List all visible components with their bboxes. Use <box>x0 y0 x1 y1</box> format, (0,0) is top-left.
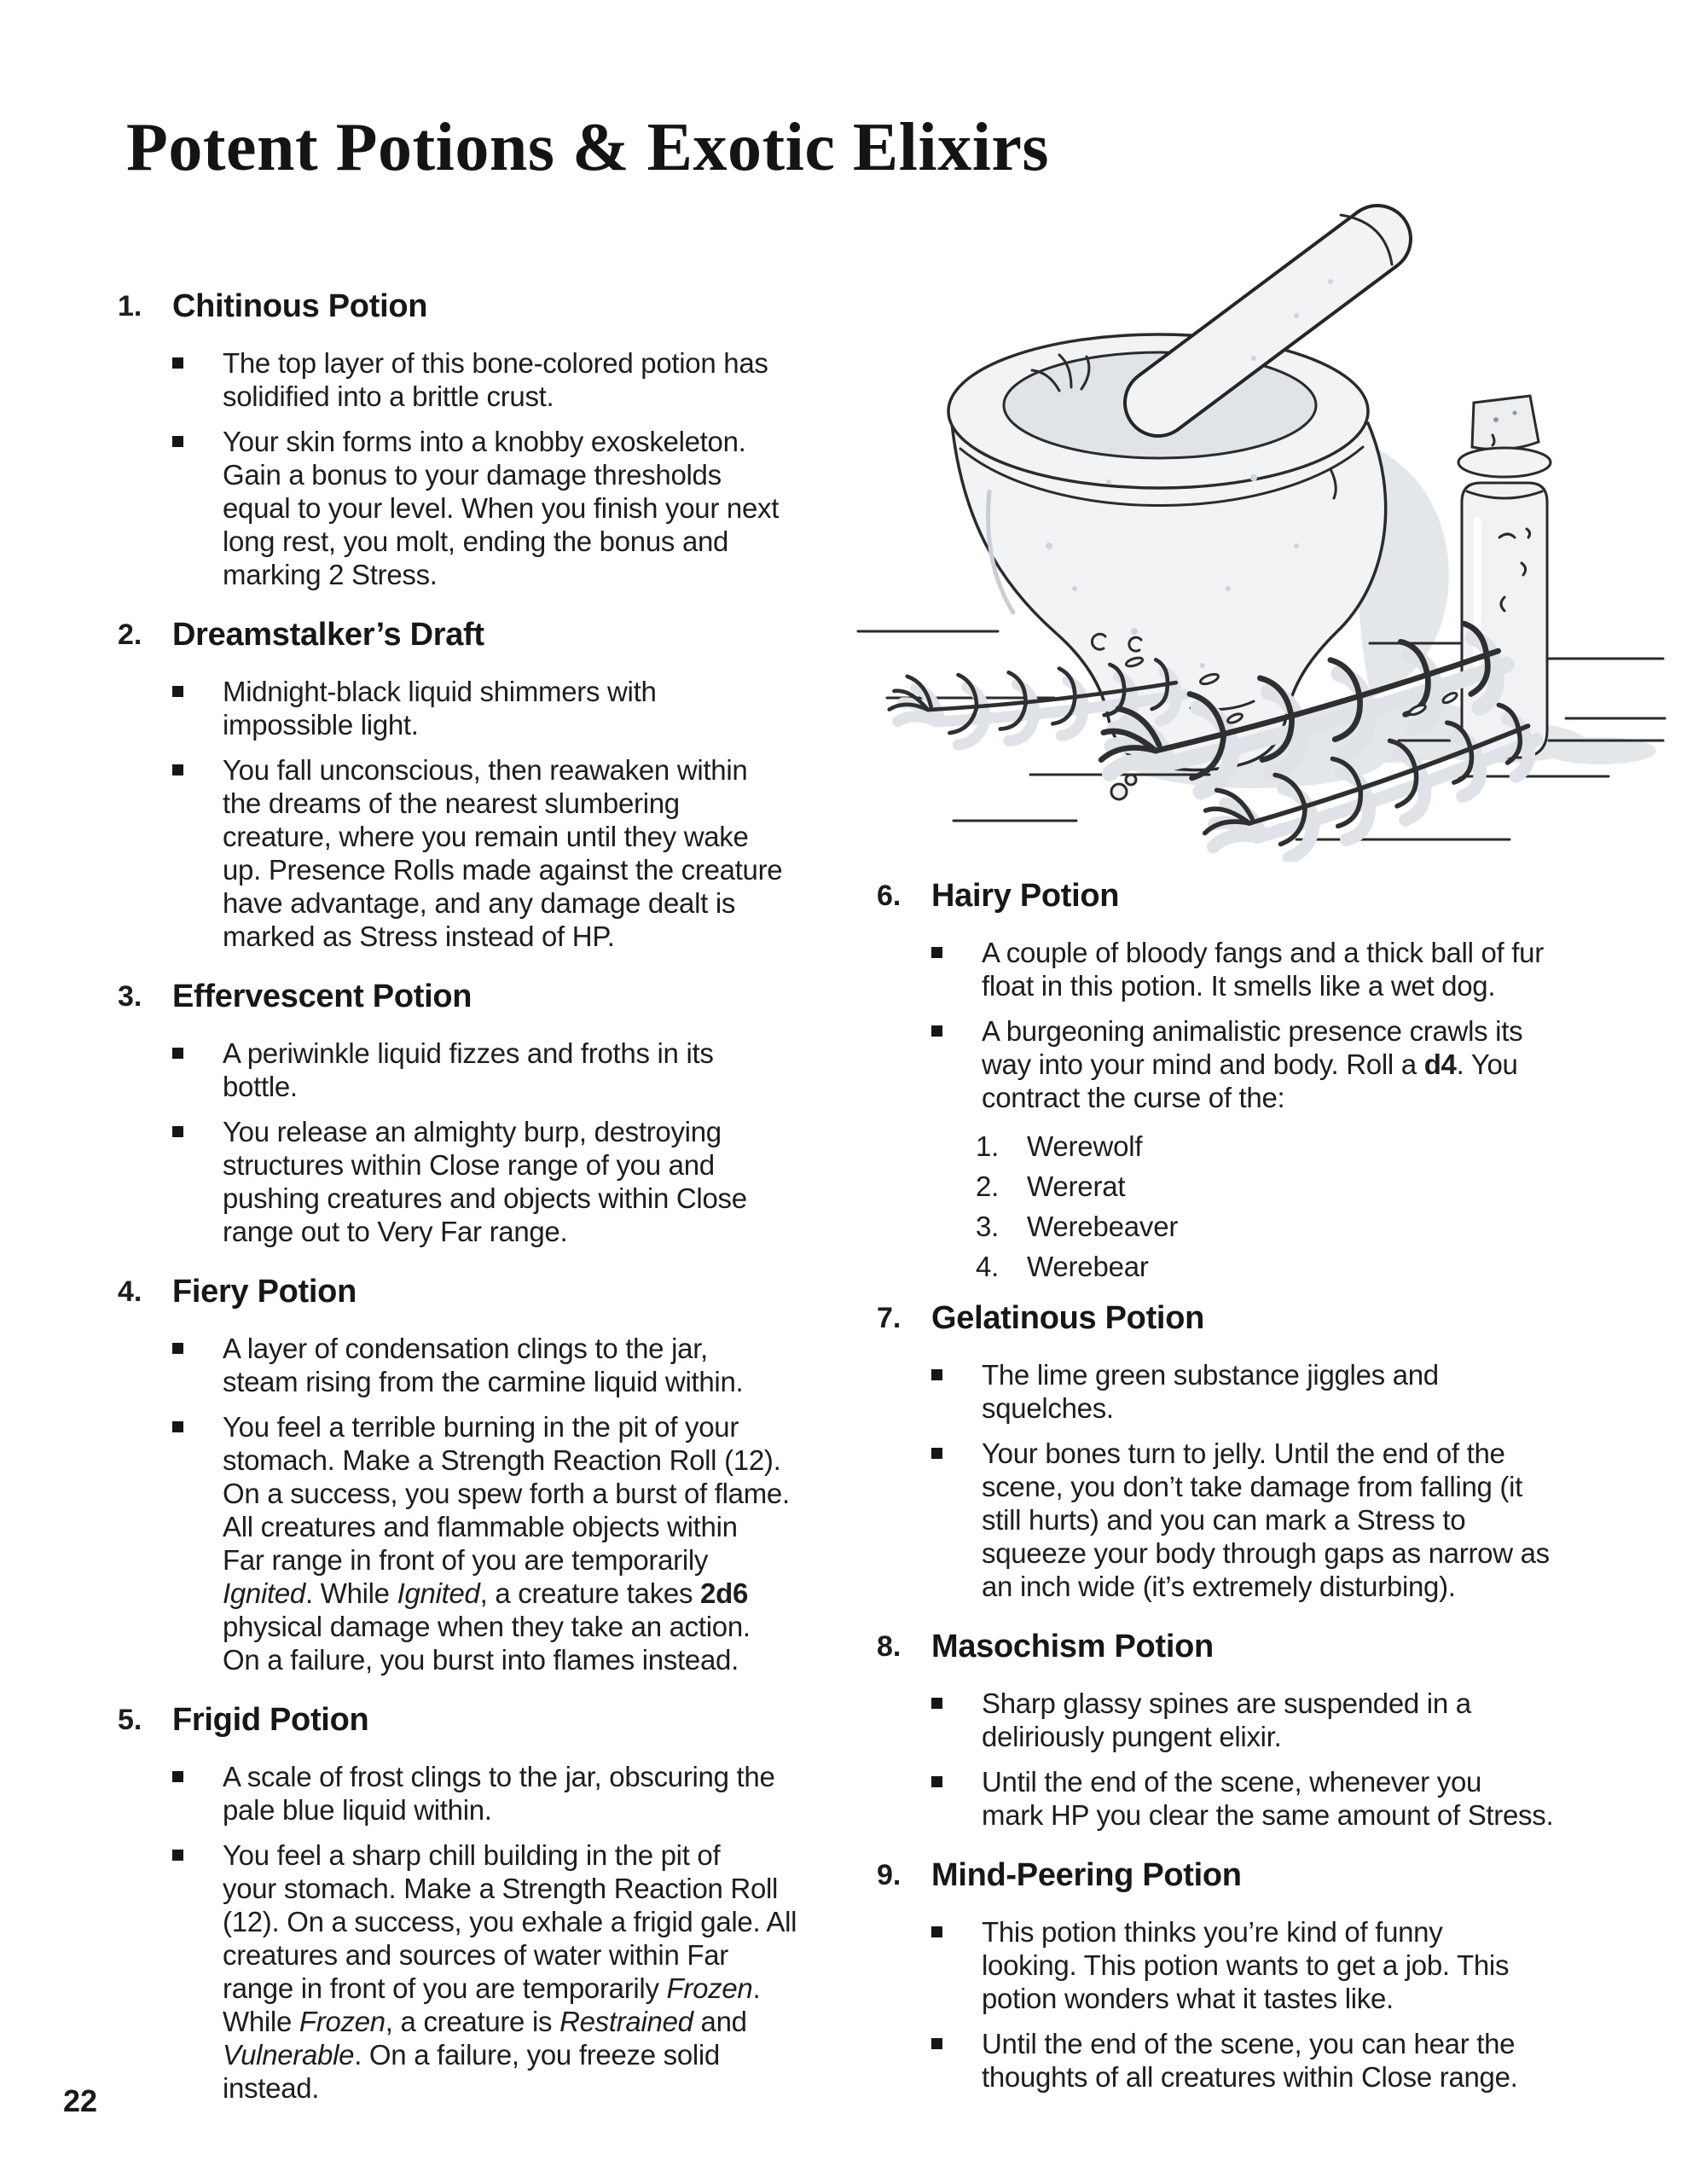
bullet-item <box>172 753 853 953</box>
sublist-label: Werebeaver <box>1027 1211 1179 1242</box>
bullet-item <box>172 1838 853 2105</box>
bullet-square-icon <box>931 1776 942 1787</box>
sublist-label: Werewolf <box>1027 1130 1143 1162</box>
text-line: the dreams of the nearest slumbering <box>223 787 680 819</box>
potion-number: 1. <box>118 290 142 322</box>
potion-number: 7. <box>877 1302 901 1334</box>
text-line: bottle. <box>223 1071 298 1102</box>
text-line: creature, where you remain until they wake <box>223 821 749 852</box>
left-column <box>118 285 853 2127</box>
text-line: steam rising from the carmine liquid within. <box>223 1366 744 1397</box>
potion-bullets <box>172 1332 853 1688</box>
page-number: 22 <box>63 2083 98 2118</box>
bullet-item <box>172 1115 853 1248</box>
text-line: A couple of bloody fangs and a thick ball of fur <box>982 937 1544 968</box>
curse-sublist <box>976 1126 1619 1287</box>
text-line: instead. <box>223 2072 320 2104</box>
text-line: This potion thinks you’re kind of funny <box>982 1916 1443 1948</box>
potion-title: Hairy Potion <box>931 878 1120 914</box>
text-line: mark HP you clear the same amount of Stress. <box>982 1799 1554 1831</box>
text-line: Your skin forms into a knobby exoskeleton. <box>223 426 746 457</box>
text-line: squelches. <box>982 1392 1114 1424</box>
potion-item <box>877 874 1619 1287</box>
potion-number: 8. <box>877 1630 901 1663</box>
bullet-text <box>223 346 853 413</box>
text-line: an inch wide (it’s extremely disturbing). <box>982 1571 1456 1602</box>
bullet-square-icon <box>931 1448 942 1459</box>
text-line: equal to your level. When you finish your next <box>223 492 780 524</box>
potion-item <box>118 975 853 1260</box>
potion-item <box>118 613 853 965</box>
text-line: A scale of frost clings to the jar, obscuring the <box>223 1761 775 1792</box>
bullet-item <box>172 1410 853 1676</box>
text-line: You fall unconscious, then reawaken within <box>223 754 748 786</box>
bullet-square-icon <box>172 1421 183 1432</box>
potion-title: Frigid Potion <box>172 1702 369 1738</box>
potion-title: Dreamstalker’s Draft <box>172 617 484 653</box>
bullet-square-icon <box>172 436 183 447</box>
bullet-text <box>223 753 853 953</box>
text-line: Until the end of the scene, whenever you <box>982 1766 1482 1798</box>
sublist-label: Werebear <box>1027 1251 1149 1282</box>
text-line: stomach. Make a Strength Reaction Roll (12). <box>223 1444 781 1476</box>
bullet-item <box>172 1332 853 1398</box>
text-line: float in this potion. It smells like a wet dog. <box>982 970 1496 1002</box>
potion-title: Gelatinous Potion <box>931 1300 1205 1336</box>
bullet-item <box>172 1037 853 1103</box>
bullet-text <box>982 1358 1619 1425</box>
page-title: Potent Potions & Exotic Elixirs <box>126 110 1050 185</box>
bullet-square-icon <box>172 1771 183 1782</box>
bottle <box>1458 396 1551 758</box>
bullet-item <box>931 1437 1619 1603</box>
sublist-number: 2. <box>976 1170 1000 1202</box>
bullet-text <box>223 1115 853 1248</box>
potion-item <box>877 1625 1619 1844</box>
potion-title: Fiery Potion <box>172 1274 357 1310</box>
bullet-text <box>223 1838 853 2105</box>
text-line: still hurts) and you can mark a Stress to <box>982 1504 1466 1536</box>
text-line: (12). On a success, you exhale a frigid gale. All <box>223 1906 797 1937</box>
text-line: your stomach. Make a Strength Reaction Roll <box>223 1873 779 1904</box>
potion-bullets <box>931 936 1619 1287</box>
sublist-number: 3. <box>976 1211 1000 1242</box>
bullet-text <box>982 1915 1619 2015</box>
bullet-text <box>223 1037 853 1103</box>
bullet-square-icon <box>931 2038 942 2049</box>
text-line: squeeze your body through gaps as narrow as <box>982 1537 1550 1569</box>
text-line: contract the curse of the: <box>982 1082 1285 1113</box>
text-line: Midnight-black liquid shimmers with <box>223 676 657 707</box>
bullet-item <box>931 1358 1619 1425</box>
text-line: structures within Close range of you and <box>223 1149 715 1181</box>
text-line: Ignited. While Ignited, a creature takes 2d6 <box>223 1577 748 1609</box>
text-line: looking. This potion wants to get a job. This <box>982 1949 1510 1981</box>
potion-bullets <box>172 675 853 965</box>
bullet-item <box>931 1765 1619 1832</box>
bullet-text <box>982 1687 1619 1753</box>
text-line: long rest, you molt, ending the bonus and <box>223 526 729 557</box>
bullet-item <box>931 2027 1619 2094</box>
bullet-text <box>982 2027 1619 2094</box>
text-line: Vulnerable. On a failure, you freeze solid <box>223 2039 720 2071</box>
bullet-square-icon <box>172 686 183 697</box>
text-line: Until the end of the scene, you can hear the <box>982 2028 1516 2059</box>
bullet-text <box>223 1760 853 1827</box>
text-line: pale blue liquid within. <box>223 1794 492 1826</box>
text-line: deliriously pungent elixir. <box>982 1721 1282 1752</box>
potion-item <box>118 285 853 603</box>
text-line: A periwinkle liquid fizzes and froths in its <box>223 1037 714 1069</box>
text-line: solidified into a brittle crust. <box>223 380 554 412</box>
bullet-item <box>931 1014 1619 1114</box>
potion-bullets <box>172 346 853 603</box>
text-line: range in front of you are temporarily Frozen. <box>223 1972 761 2004</box>
potion-item <box>877 1854 1619 2106</box>
bullet-square-icon <box>931 1926 942 1937</box>
potion-title: Masochism Potion <box>931 1629 1214 1664</box>
bullet-item <box>172 1760 853 1827</box>
text-line: thoughts of all creatures within Close range. <box>982 2061 1518 2093</box>
bullet-square-icon <box>172 357 183 369</box>
text-line: way into your mind and body. Roll a d4. You <box>982 1048 1518 1080</box>
potion-bullets <box>931 1915 1619 2106</box>
text-line: You feel a sharp chill building in the pit of <box>223 1839 721 1871</box>
bullet-square-icon <box>172 764 183 775</box>
bullet-square-icon <box>931 1369 942 1380</box>
bullet-text <box>223 1410 853 1676</box>
bullet-text <box>223 675 853 741</box>
bullet-square-icon <box>931 1698 942 1709</box>
text-line: The lime green substance jiggles and <box>982 1359 1439 1391</box>
potion-bullets <box>931 1687 1619 1844</box>
bullet-text <box>982 1765 1619 1832</box>
sublist-number: 1. <box>976 1130 1000 1162</box>
text-line: Far range in front of you are temporarily <box>223 1544 709 1576</box>
potion-number: 6. <box>877 880 901 912</box>
bullet-item <box>931 1915 1619 2015</box>
text-line: marked as Stress instead of HP. <box>223 921 615 952</box>
text-line: physical damage when they take an action. <box>223 1611 751 1642</box>
potion-number: 5. <box>118 1704 142 1736</box>
text-line: A layer of condensation clings to the jar, <box>223 1333 708 1364</box>
bullet-item <box>172 675 853 741</box>
bullet-text <box>982 936 1619 1002</box>
text-line: On a failure, you burst into flames instead. <box>223 1644 739 1676</box>
potion-bullets <box>172 1760 853 2117</box>
sublist-label: Wererat <box>1027 1170 1126 1202</box>
text-line: Gain a bonus to your damage thresholds <box>223 459 722 491</box>
bullet-item <box>172 346 853 413</box>
bullet-square-icon <box>172 1048 183 1059</box>
text-line: All creatures and flammable objects within <box>223 1511 738 1542</box>
bullet-item <box>931 936 1619 1002</box>
text-line: Sharp glassy spines are suspended in a <box>982 1687 1471 1719</box>
potion-bullets <box>172 1037 853 1260</box>
text-line: While Frozen, a creature is Restrained and <box>223 2006 747 2037</box>
text-line: have advantage, and any damage dealt is <box>223 887 736 919</box>
text-line: pushing creatures and objects within Close <box>223 1182 747 1214</box>
text-line: A burgeoning animalistic presence crawls its <box>982 1015 1523 1047</box>
potion-number: 9. <box>877 1859 901 1891</box>
bullet-text <box>223 425 853 591</box>
potion-title: Chitinous Potion <box>172 288 428 324</box>
sublist-item <box>976 1166 1619 1206</box>
potion-number: 2. <box>118 619 142 651</box>
bullet-text <box>982 1437 1619 1603</box>
text-line: You feel a terrible burning in the pit of your <box>223 1411 739 1443</box>
text-line: up. Presence Rolls made against the creature <box>223 854 783 886</box>
bullet-text <box>982 1014 1619 1114</box>
text-line: Your bones turn to jelly. Until the end of the <box>982 1438 1505 1469</box>
sublist-item <box>976 1206 1619 1246</box>
text-line: marking 2 Stress. <box>223 559 438 590</box>
sublist-item <box>976 1246 1619 1287</box>
text-line: The top layer of this bone-colored potion has <box>223 347 768 379</box>
potion-title: Effervescent Potion <box>172 979 472 1014</box>
potion-title: Mind-Peering Potion <box>931 1857 1242 1893</box>
sublist-number: 4. <box>976 1251 1000 1282</box>
bullet-square-icon <box>931 1025 942 1037</box>
bullet-square-icon <box>931 947 942 958</box>
text-line: scene, you don’t take damage from falling (it <box>982 1471 1523 1502</box>
text-line: You release an almighty burp, destroying <box>223 1116 722 1147</box>
bullet-item <box>172 425 853 591</box>
potion-bullets <box>931 1358 1619 1615</box>
mortar-pestle-illustration <box>853 188 1672 862</box>
potion-item <box>118 1699 853 2117</box>
text-line: range out to Very Far range. <box>223 1216 568 1247</box>
text-line: impossible light. <box>223 709 419 741</box>
bullet-square-icon <box>172 1850 183 1861</box>
text-line: On a success, you spew forth a burst of flame. <box>223 1478 790 1509</box>
potion-item <box>118 1270 853 1688</box>
potion-item <box>877 1297 1619 1615</box>
bullet-square-icon <box>172 1126 183 1137</box>
text-line: creatures and sources of water within Far <box>223 1939 728 1971</box>
bullet-square-icon <box>172 1343 183 1354</box>
bullet-text <box>223 1332 853 1398</box>
bullet-item <box>931 1687 1619 1753</box>
sublist-item <box>976 1126 1619 1166</box>
right-column <box>877 874 1619 2116</box>
potion-number: 3. <box>118 980 142 1013</box>
text-line: potion wonders what it tastes like. <box>982 1983 1394 2014</box>
potion-number: 4. <box>118 1275 142 1308</box>
